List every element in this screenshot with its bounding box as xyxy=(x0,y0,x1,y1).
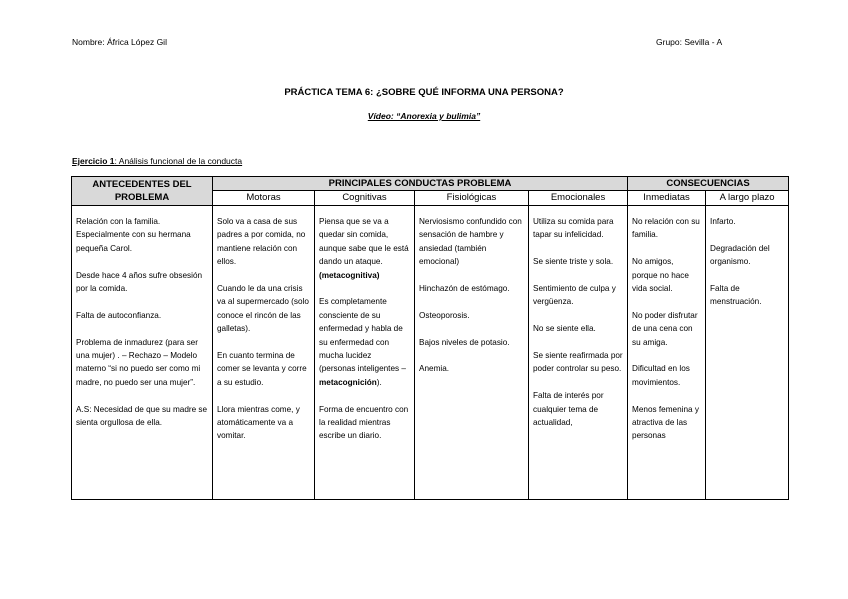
document-title: PRÁCTICA TEMA 6: ¿SOBRE QUÉ INFORMA UNA PERSONA? xyxy=(284,87,564,98)
cell-fisiologicas xyxy=(415,206,529,500)
header-motoras: Motoras xyxy=(213,191,315,206)
antecedente-item: Problema de inmadurez (para ser una mujer) . – Rechazo – Modelo materno “si no puedo ser como mi madre, no puedo ser una mujer”. xyxy=(76,337,201,387)
largo-plazo-item: Falta de menstruación. xyxy=(710,284,762,307)
largo-plazo-item: Degradación del organismo. xyxy=(710,243,770,267)
largo-plazo-item: Infarto. xyxy=(710,217,736,226)
header-cognitivas: Cognitivas xyxy=(315,191,415,206)
exercise-heading xyxy=(72,156,242,166)
header-antecedentes: ANTECEDENTES DEL PROBLEMA xyxy=(72,177,213,206)
emocional-item: Se siente triste y sola. xyxy=(533,257,614,267)
group-label: Grupo: Sevilla - A xyxy=(656,37,723,47)
cell-inmediatas xyxy=(628,206,706,500)
inmediata-item: Dificultad en los movimientos. xyxy=(632,364,690,387)
cognitiva-bold: (metacognitiva) xyxy=(319,270,380,280)
cell-motoras xyxy=(213,206,315,500)
emocional-item: No se siente ella. xyxy=(533,324,596,334)
fisiologica-item: Anemia. xyxy=(419,364,450,374)
antecedente-item: Relación con la familia. Especialmente con su hermana pequeña Carol. xyxy=(76,217,191,253)
motora-item: Solo va a casa de sus padres a por comida, no mantiene relación con ellos. xyxy=(217,217,306,267)
cognitiva-item xyxy=(319,295,410,389)
inmediata-item: No relación con su familia. xyxy=(632,217,700,240)
header-emocionales: Emocionales xyxy=(529,191,628,206)
emocional-item: Sentimiento de culpa y vergüenza. xyxy=(533,284,616,307)
emocional-item: Se siente reafirmada por poder controlar su peso. xyxy=(533,351,623,374)
video-subtitle: Vídeo: “Anorexia y bulimia” xyxy=(367,111,481,121)
antecedente-item: Desde hace 4 años sufre obsesión por la comida. xyxy=(76,270,203,294)
cognitiva-bold: metacognición xyxy=(319,377,377,387)
header-largo-plazo: A largo plazo xyxy=(706,191,789,206)
exercise-text: : Análisis funcional de la conducta xyxy=(114,156,243,166)
cognitiva-item xyxy=(319,215,410,282)
header-consecuencias: CONSECUENCIAS xyxy=(628,177,789,191)
cell-antecedentes xyxy=(72,206,213,500)
emocional-item: Utiliza su comida para tapar su infelicidad. xyxy=(533,217,614,240)
inmediata-item: No poder disfrutar de una cena con su amiga. xyxy=(632,310,698,347)
motora-item: Cuando le da una crisis va al supermercado (solo conoce el rincón de las galletas). xyxy=(217,284,309,334)
inmediata-item: No amigos, porque no hace vida social. xyxy=(632,257,689,294)
cell-cognitivas xyxy=(315,206,415,500)
fisiologica-item: Bajos niveles de potasio. xyxy=(419,337,510,347)
fisiologica-item: Osteoporosis. xyxy=(419,310,470,320)
cognitiva-item: Forma de encuentro con la realidad mientras escribe un diario. xyxy=(319,404,409,441)
motora-item: En cuanto termina de comer se levanta y corre a su estudio. xyxy=(217,351,307,387)
cell-emocionales xyxy=(529,206,628,500)
motora-item: Llora mientras come, y atomáticamente va a vomitar. xyxy=(217,404,300,441)
cognitiva-text: Piensa que se va a quedar sin comida, aunque sabe que le está dando un ataque. xyxy=(319,217,409,267)
fisiologica-item: Hinchazón de estómago. xyxy=(419,284,510,294)
inmediata-item: Menos femenina y atractiva de las personas xyxy=(632,404,699,441)
student-name: Nombre: África López Gil xyxy=(72,37,167,47)
functional-analysis-table xyxy=(71,176,789,500)
antecedente-item: A.S: Necesidad de que su madre se sienta orgullosa de ella. xyxy=(76,404,208,428)
header-conductas: PRINCIPALES CONDUCTAS PROBLEMA xyxy=(213,177,628,191)
exercise-label: Ejercicio 1 xyxy=(72,156,115,166)
cell-largo-plazo xyxy=(706,206,789,500)
fisiologica-item: Nerviosismo confundido con sensación de hambre y ansiedad (también emocional) xyxy=(419,217,522,267)
cognitiva-text: Es completamente consciente de su enfermedad y habla de su enfermedad con mucha lucidez (personas inteligentes – xyxy=(319,297,406,374)
antecedente-item: Falta de autoconfianza. xyxy=(76,310,162,320)
header-fisiologicas: Fisiológicas xyxy=(415,191,529,206)
header-inmediatas: Inmediatas xyxy=(628,191,706,206)
cognitiva-end: ). xyxy=(376,377,382,387)
emocional-item: Falta de interés por cualquier tema de actualidad, xyxy=(533,391,604,428)
